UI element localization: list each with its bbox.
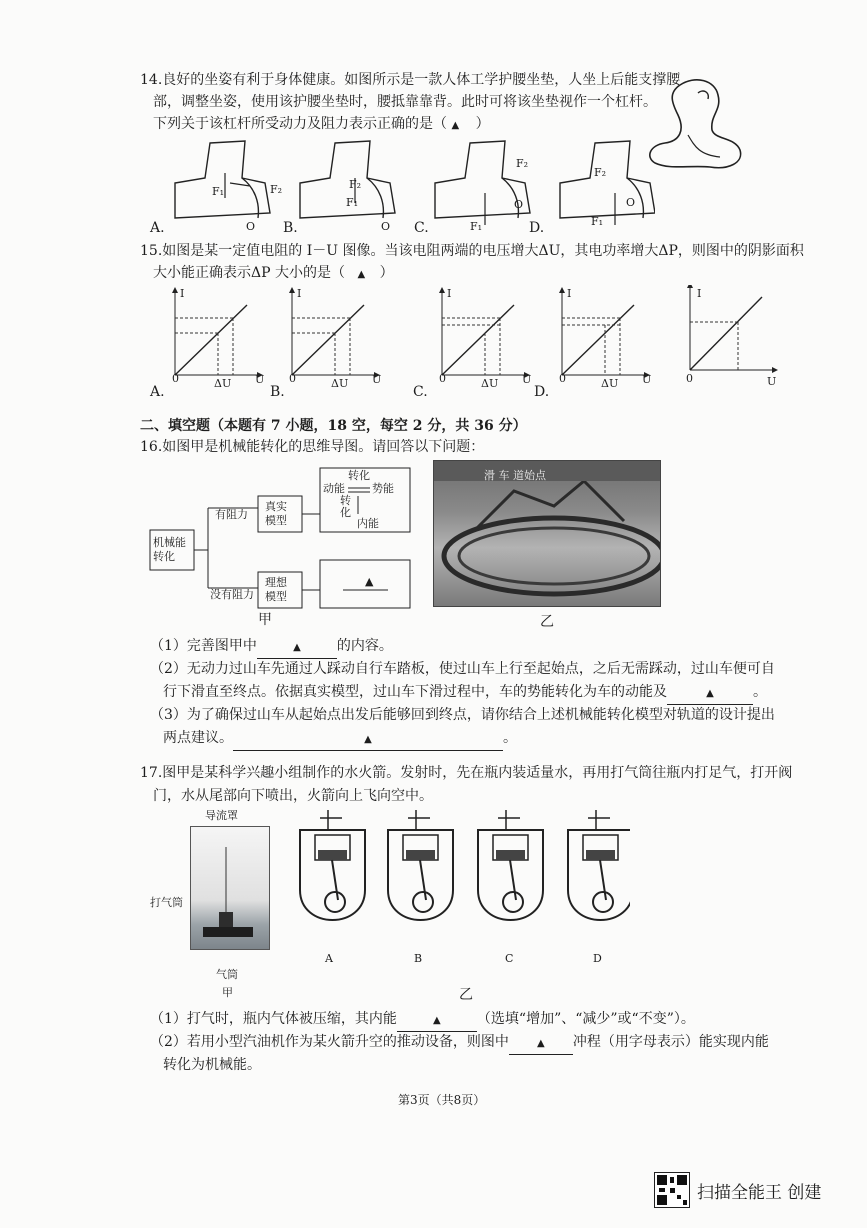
- chair-a-o: O: [246, 220, 256, 233]
- section2-title: 二、填空题（本题有 7 小题，18 空，每空 2 分，共 36 分）: [140, 418, 527, 434]
- q14-option-a: A.: [150, 220, 165, 236]
- chair-c: [435, 141, 530, 225]
- graph-e-origin: 0: [686, 372, 693, 385]
- q15-option-d: D.: [534, 384, 550, 400]
- chair-a: [175, 141, 270, 218]
- q15-close: ）: [379, 265, 394, 281]
- q17-line1: 17.图甲是某科学兴趣小组制作的水火箭。发射时，先在瓶内装适量水，再用打气筒往瓶内打足气，打开阀: [140, 765, 793, 781]
- q17-sub1-blank: [397, 1009, 477, 1032]
- q17-sub2-b: 冲程（用字母表示）能实现内能: [572, 1034, 769, 1050]
- graph-a-du: ΔU: [214, 377, 232, 390]
- graph-c-origin: 0: [439, 372, 446, 385]
- map-ie: 内能: [357, 517, 379, 530]
- q14-line1: 14.良好的坐姿有利于身体健康。如图所示是一款人体工学护腰坐垫，人坐上后能支撑腰: [140, 72, 681, 88]
- chair-b-o: O: [381, 220, 391, 233]
- q14-line2: 部，调整坐姿，使用该护腰坐垫时，腰抵靠靠背。此时可将该坐垫视作一个杠杆。: [153, 94, 657, 110]
- graph-c-i: I: [447, 287, 452, 300]
- map-conv1: 转化: [348, 469, 370, 482]
- graph-b: [292, 290, 377, 375]
- answer-mark: ▲: [433, 1015, 441, 1026]
- qr-code-icon: [654, 1172, 690, 1208]
- engine-c: [478, 810, 543, 920]
- q16-sub3-line1: （3）为了确保过山车从起始点出发后能够回到终点，请你结合上述机械能转化模型对轨道的设计提出: [150, 707, 775, 723]
- map-pe: 势能: [372, 482, 394, 495]
- map-blank-mark: ▲: [365, 575, 374, 588]
- label-guide: 导流罩: [205, 809, 238, 822]
- q16-sub3-a: 两点建议。: [163, 730, 233, 746]
- q16-label-jia: 甲: [258, 612, 272, 628]
- q17-sub1-a: （1）打气时，瓶内气体被压缩，其内能: [150, 1011, 397, 1027]
- photo-text: 滑 车 道始点: [484, 469, 546, 482]
- graph-a-i: I: [180, 287, 185, 300]
- answer-mark: ▲: [706, 688, 714, 699]
- chair-c-o: O: [514, 198, 524, 211]
- engine-b: [388, 810, 453, 920]
- engine-b-label: B: [414, 952, 423, 965]
- answer-mark: ▲: [357, 269, 366, 280]
- graph-b-origin: 0: [289, 372, 296, 385]
- engine-diagrams: [290, 800, 630, 950]
- graph-b-du: ΔU: [331, 377, 349, 390]
- map-root: 机械能转化: [153, 536, 186, 563]
- graph-d-du: ΔU: [601, 377, 619, 390]
- water-rocket-photo: [190, 826, 270, 950]
- answer-mark: ▲: [537, 1038, 545, 1049]
- q17-sub2: [150, 1032, 769, 1055]
- chair-c-f2: F₂: [516, 157, 529, 170]
- q15-option-c: C.: [413, 384, 428, 400]
- answer-mark: ▲: [364, 734, 372, 745]
- q14-option-d: D.: [529, 220, 545, 236]
- q16-sub2-line1: （2）无动力过山车先通过人踩动自行车踏板，使过山车上行至起始点，之后无需踩动，过山车便可自: [150, 661, 775, 677]
- q16-sub2-blank: [667, 682, 753, 705]
- engine-d: [568, 810, 630, 920]
- q16-sub1-a: （1）完善图甲中: [150, 638, 257, 654]
- graph-d-u: U: [642, 373, 652, 386]
- map-conv2: 转化: [340, 494, 351, 519]
- graph-a-u: U: [255, 373, 265, 386]
- graph-e-u: U: [767, 375, 777, 388]
- q16-sub1: [150, 636, 393, 659]
- graph-e: [690, 285, 775, 370]
- q17-sub1-b: （选填“增加”、“减少”或“不变”）。: [476, 1011, 695, 1027]
- map-model1: 真实模型: [265, 500, 287, 527]
- q17-label-jia: 甲: [222, 986, 233, 999]
- engine-a-label: A: [325, 952, 333, 965]
- cushion-figure: [640, 75, 760, 175]
- q17-label-yi: 乙: [459, 987, 473, 1003]
- q16-sub3-line2: [163, 728, 517, 751]
- q14-option-b: B.: [283, 220, 298, 236]
- engine-a: [300, 810, 365, 920]
- answer-mark: ▲: [293, 642, 301, 653]
- q15-option-a: A.: [150, 384, 165, 400]
- map-model2: 理想模型: [265, 576, 287, 603]
- page-number: 第3页（共8页）: [398, 1093, 486, 1107]
- graph-b-u: U: [372, 373, 382, 386]
- q16-sub2-line2: [163, 682, 767, 705]
- q16-sub1-b: 的内容。: [336, 638, 393, 654]
- roller-coaster-photo: [433, 460, 661, 607]
- engine-c-label: C: [505, 952, 514, 965]
- q15-line2: [153, 263, 394, 285]
- chair-b-f1: F₁: [346, 196, 359, 209]
- q16-label-yi: 乙: [540, 614, 554, 630]
- chair-d-f2: F₂: [594, 166, 607, 179]
- engine-d-label: D: [593, 952, 602, 965]
- graph-c-u: U: [522, 373, 532, 386]
- graph-a: [175, 290, 260, 375]
- graph-d-i: I: [567, 287, 572, 300]
- answer-mark: ▲: [451, 120, 460, 131]
- chair-d-o: O: [626, 196, 636, 209]
- q14-close: ）: [475, 116, 490, 132]
- chair-a-f1: F₁: [212, 185, 225, 198]
- graph-c-du: ΔU: [481, 377, 499, 390]
- q16-stem: 16.如图甲是机械能转化的思维导图。请回答以下问题：: [140, 439, 485, 455]
- scanner-watermark: 扫描全能王 创建: [697, 1183, 822, 1203]
- q17-line2: 门，水从尾部向下喷出，火箭向上飞向空中。: [153, 788, 433, 804]
- chair-d: [560, 141, 655, 225]
- graph-c: [442, 290, 527, 375]
- chair-b-f2: F₂: [349, 178, 362, 191]
- graph-d-origin: 0: [559, 372, 566, 385]
- q16-sub3-end: 。: [503, 730, 517, 746]
- label-pump: 打气筒: [150, 896, 183, 909]
- q15-option-b: B.: [270, 384, 285, 400]
- q17-sub2-blank: [509, 1032, 573, 1055]
- q17-sub2-line2: 转化为机械能。: [163, 1057, 261, 1073]
- q15-question: 大小能正确表示ΔP 大小的是（: [153, 265, 345, 281]
- q16-sub2-a: 行下滑直至终点。依据真实模型，过山车下滑过程中，车的势能转化为车的动能及: [163, 684, 667, 700]
- chair-c-f1: F₁: [470, 220, 483, 233]
- graph-d: [562, 290, 647, 375]
- chair-a-f2: F₂: [270, 183, 283, 196]
- graph-b-i: I: [297, 287, 302, 300]
- q17-sub1: [150, 1009, 695, 1032]
- q16-sub3-blank: [233, 728, 503, 751]
- q17-sub2-a: （2）若用小型汽油机作为某火箭升空的推动设备，则图中: [150, 1034, 509, 1050]
- graph-a-origin: 0: [172, 372, 179, 385]
- map-ke: 动能: [323, 482, 345, 495]
- q16-sub2-end: 。: [753, 684, 767, 700]
- q14-chair-diagrams: [145, 133, 655, 233]
- map-branch2: 没有阻力: [210, 588, 254, 601]
- q14-question: 下列关于该杠杆所受动力及阻力表示正确的是（: [153, 116, 447, 132]
- q14-option-c: C.: [414, 220, 429, 236]
- map-branch1: 有阻力: [215, 508, 248, 521]
- label-cylinder: 气筒: [216, 968, 238, 981]
- q15-line1: 15.如图是某一定值电阻的 I－U 图像。当该电阻两端的电压增大ΔU，其电功率增大ΔP，则图中的阴影面积: [140, 243, 804, 259]
- chair-d-f1: F₁: [591, 215, 604, 228]
- graph-e-i: I: [697, 287, 702, 300]
- q16-sub1-blank: [257, 636, 337, 659]
